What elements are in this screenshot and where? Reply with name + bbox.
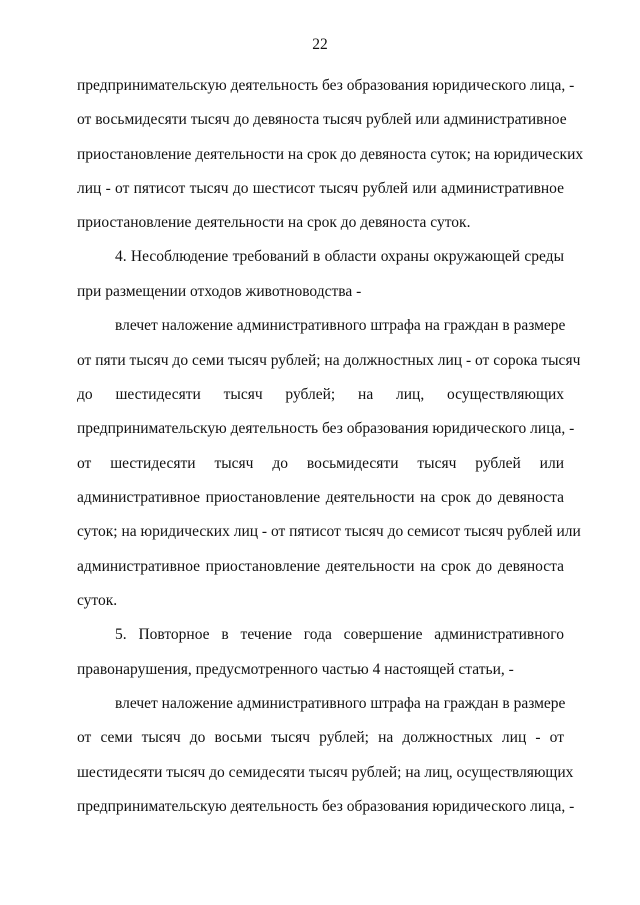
page-number: 22 [312, 36, 328, 53]
text-line: от восьмидесяти тысяч до девяноста тысяч рублей или административное [77, 111, 567, 128]
text-line: до шестидесяти тысяч рублей; на лиц, осуществляющих [77, 386, 564, 403]
text-line: суток; на юридических лиц - от пятисот тысяч до семисот тысяч рублей или [77, 523, 581, 540]
paragraph-start-line: 4. Несоблюдение требований в области охраны окружающей среды [115, 248, 564, 265]
text-line: суток. [77, 592, 118, 609]
text-line: от пяти тысяч до семи тысяч рублей; на должностных лиц - от сорока тысяч [77, 352, 581, 369]
text-line: от шестидесяти тысяч до восьмидесяти тысяч рублей или [77, 455, 564, 472]
paragraph-start-line: 5. Повторное в течение года совершение административного [115, 626, 564, 643]
text-line: приостановление деятельности на срок до девяноста суток. [77, 214, 471, 231]
text-line: предпринимательскую деятельность без образования юридического лица, - [77, 77, 575, 94]
text-line: административное приостановление деятельности на срок до девяноста [77, 558, 564, 575]
text-line: приостановление деятельности на срок до девяноста суток; на юридических [77, 146, 584, 163]
text-line: предпринимательскую деятельность без образования юридического лица, - [77, 420, 575, 437]
text-line: предпринимательскую деятельность без образования юридического лица, - [77, 798, 575, 815]
text-line: правонарушения, предусмотренного частью 4 настоящей статьи, - [77, 661, 514, 678]
text-line: административное приостановление деятельности на срок до девяноста [77, 489, 564, 506]
text-line: при размещении отходов животноводства - [77, 283, 362, 300]
text-line: шестидесяти тысяч до семидесяти тысяч рублей; на лиц, осуществляющих [77, 764, 574, 781]
paragraph-start-line: влечет наложение административного штрафа на граждан в размере [115, 317, 566, 334]
text-line: от семи тысяч до восьми тысяч рублей; на должностных лиц - от [77, 729, 564, 746]
text-line: лиц - от пятисот тысяч до шестисот тысяч рублей или административное [77, 180, 564, 197]
paragraph-start-line: влечет наложение административного штрафа на граждан в размере [115, 695, 566, 712]
